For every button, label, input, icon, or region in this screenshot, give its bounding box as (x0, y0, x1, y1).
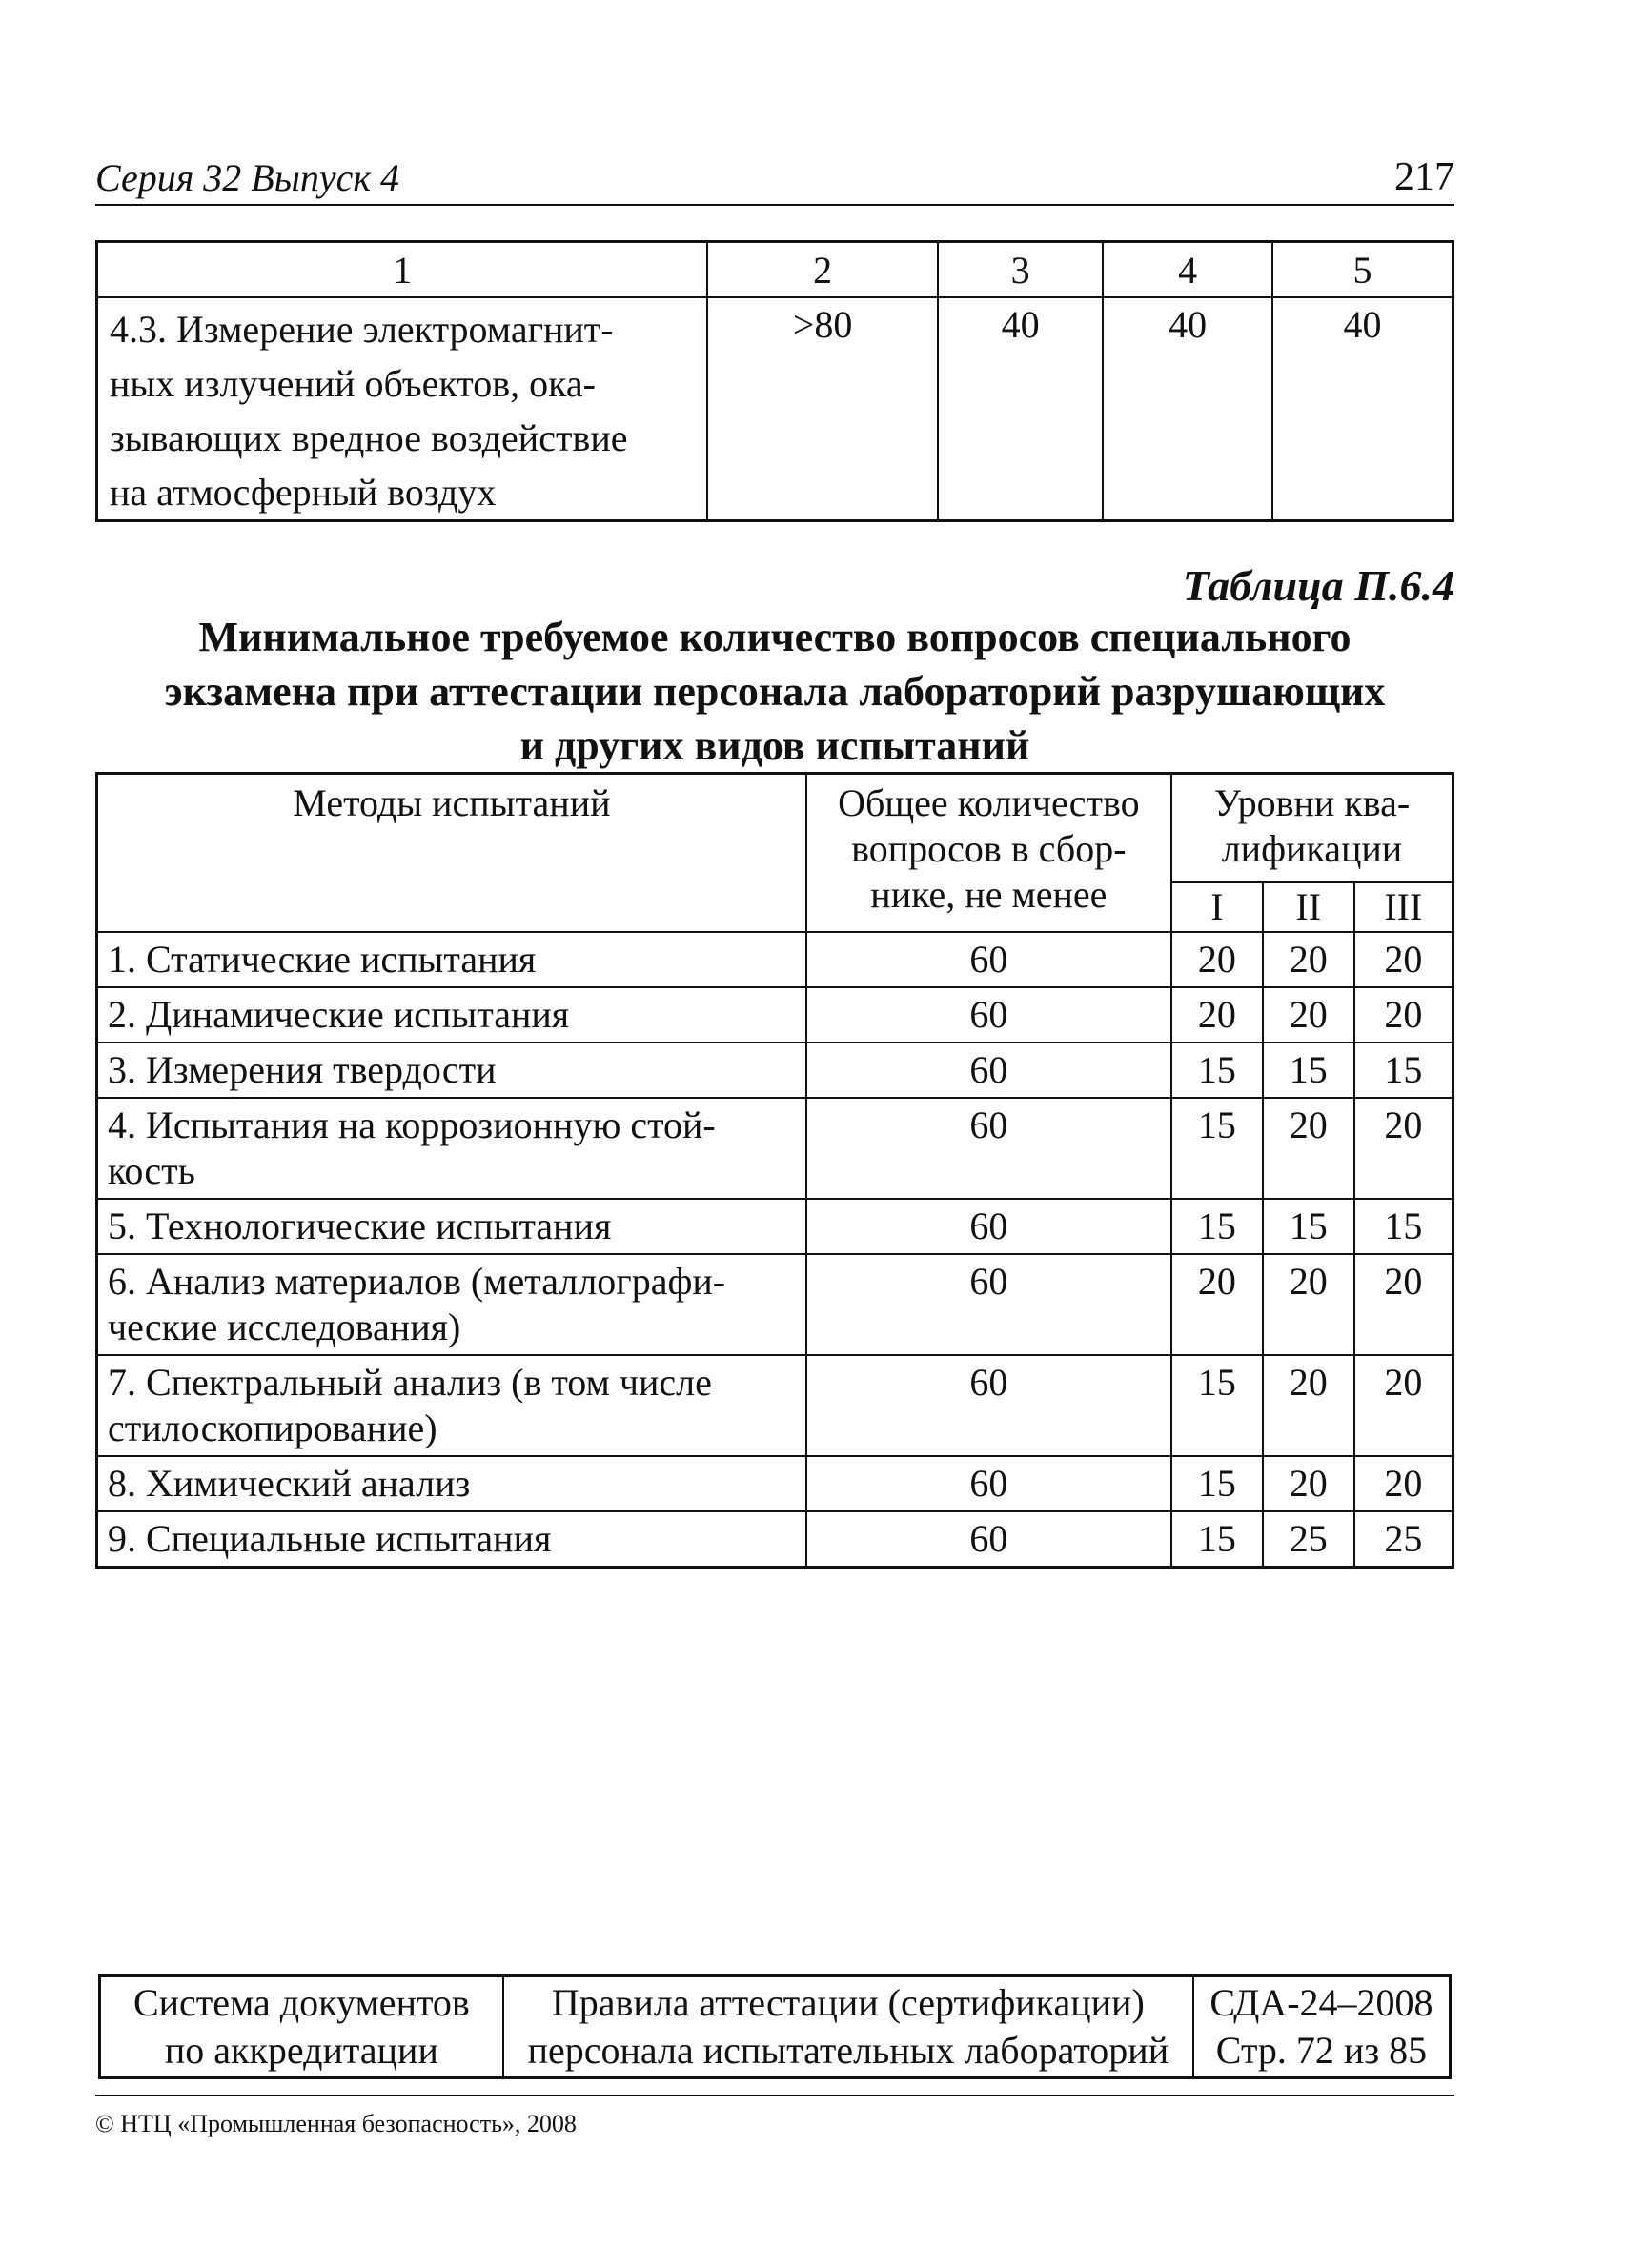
code-cell (1193, 1976, 1451, 2078)
level-cell: 20 (1354, 1456, 1453, 1511)
level-cell: 20 (1263, 1098, 1354, 1199)
method-line: стилоскопирование) (108, 1407, 437, 1449)
method-cell (97, 297, 708, 521)
level-name: I (1171, 882, 1263, 932)
total-cell: 60 (806, 987, 1171, 1043)
method-line: 7. Спектральный анализ (в том числе (108, 1361, 712, 1404)
level-cell: 20 (1354, 932, 1453, 987)
level-cell: 15 (1354, 1043, 1453, 1098)
table-row (97, 1355, 1453, 1456)
footer-line: Стр. 72 из 85 (1215, 2029, 1428, 2072)
method-cell (97, 1456, 806, 1511)
page-header (95, 151, 1454, 206)
continuation-table (95, 240, 1454, 522)
value-cell: 40 (1272, 297, 1453, 521)
level-cell: 15 (1171, 1511, 1263, 1568)
method-line: 3. Измерения твердости (108, 1048, 497, 1091)
method-line: 9. Специальные испытания (108, 1517, 552, 1560)
level-cell: 20 (1263, 1254, 1354, 1355)
method-line: ных излучений объектов, ока- (110, 362, 596, 405)
level-cell: 20 (1354, 1355, 1453, 1456)
total-cell: 60 (806, 1511, 1171, 1568)
method-cell (97, 1355, 806, 1456)
total-cell: 60 (806, 1199, 1171, 1254)
method-line: на атмосферный воздух (110, 471, 497, 514)
total-header (806, 774, 1171, 933)
total-cell: 60 (806, 1254, 1171, 1355)
table-title (95, 610, 1454, 773)
header-line: лификации (1221, 827, 1403, 870)
value-cell: 40 (1103, 297, 1272, 521)
table-row (97, 1456, 1453, 1511)
series-label: Серия 32 Выпуск 4 (95, 156, 400, 199)
method-line: 1. Статические испытания (108, 938, 537, 981)
method-line: 5. Технологические испытания (108, 1205, 612, 1247)
title-line: и других видов испытаний (519, 722, 1030, 769)
header-line: Уровни ква- (1213, 781, 1411, 824)
method-cell (97, 1254, 806, 1355)
level-cell: 20 (1171, 1254, 1263, 1355)
level-cell: 15 (1171, 1043, 1263, 1098)
column-number: 2 (707, 242, 937, 298)
footer-line: по аккредитации (164, 2029, 438, 2072)
method-cell (97, 1043, 806, 1098)
table-row (97, 1043, 1453, 1098)
level-cell: 20 (1354, 1098, 1453, 1199)
level-name: II (1263, 882, 1354, 932)
total-cell: 60 (806, 1456, 1171, 1511)
title-line: экзамена при аттестации персонала лабораторий разрушающих (164, 668, 1386, 715)
value-cell: 40 (938, 297, 1104, 521)
level-cell: 20 (1171, 932, 1263, 987)
total-cell: 60 (806, 1098, 1171, 1199)
level-cell: 20 (1263, 987, 1354, 1043)
total-cell: 60 (806, 1355, 1171, 1456)
method-line: 2. Динамические испытания (108, 993, 570, 1036)
column-number: 5 (1272, 242, 1453, 298)
level-cell: 20 (1354, 1254, 1453, 1355)
column-number: 3 (938, 242, 1104, 298)
level-cell: 20 (1263, 932, 1354, 987)
footer-line: персонала испытательных лабораторий (527, 2029, 1169, 2072)
footer-line: СДА-24–2008 (1209, 1981, 1433, 2024)
page-number: 217 (1394, 155, 1454, 199)
level-cell: 15 (1171, 1456, 1263, 1511)
footer-row (100, 1976, 1451, 2078)
table-row (97, 1254, 1453, 1355)
level-cell: 20 (1171, 987, 1263, 1043)
method-line: 4.3. Измерение электромагнит- (110, 308, 614, 351)
title-line: Минимальное требуемое количество вопросов специального (198, 614, 1352, 660)
table-row (97, 987, 1453, 1043)
level-name: III (1354, 882, 1453, 932)
header-line: нике, не менее (870, 873, 1108, 916)
methods-header: Методы испытаний (97, 774, 806, 933)
method-line: ческие исследования) (108, 1306, 461, 1348)
table-body (97, 932, 1453, 1568)
table-row (97, 1511, 1453, 1568)
header-row (97, 774, 1453, 883)
levels-header (1171, 774, 1453, 883)
method-line: кость (108, 1149, 195, 1192)
level-cell: 15 (1171, 1355, 1263, 1456)
method-cell (97, 1511, 806, 1568)
table-row (97, 932, 1453, 987)
method-cell (97, 987, 806, 1043)
column-number: 4 (1103, 242, 1272, 298)
level-cell: 20 (1263, 1355, 1354, 1456)
method-line: 4. Испытания на коррозионную стой- (108, 1104, 716, 1146)
footer-line: Система документов (132, 1981, 470, 2024)
level-cell: 15 (1171, 1199, 1263, 1254)
level-cell: 25 (1263, 1511, 1354, 1568)
level-cell: 15 (1263, 1043, 1354, 1098)
method-cell (97, 1199, 806, 1254)
table-row (97, 1199, 1453, 1254)
table-caption: Таблица П.6.4 (1182, 561, 1454, 610)
copyright: © НТЦ «Промышленная безопасность», 2008 (95, 2110, 577, 2137)
questions-table (95, 772, 1454, 1569)
value-cell: >80 (707, 297, 937, 521)
level-cell: 15 (1171, 1098, 1263, 1199)
method-line: 8. Химический анализ (108, 1462, 471, 1505)
system-cell (100, 1976, 503, 2078)
header-line: вопросов в сбор- (851, 827, 1127, 870)
table-row (97, 297, 1453, 521)
method-line: 6. Анализ материалов (металлографи- (108, 1260, 726, 1303)
level-cell: 20 (1354, 987, 1453, 1043)
total-cell: 60 (806, 1043, 1171, 1098)
total-cell: 60 (806, 932, 1171, 987)
table-row (97, 1098, 1453, 1199)
method-cell (97, 932, 806, 987)
method-line: зывающих вредное воздействие (110, 416, 628, 459)
footer-line: Правила аттестации (сертификации) (551, 1981, 1145, 2024)
header-line: Общее количество (838, 781, 1140, 824)
column-number: 1 (97, 242, 708, 298)
level-cell: 20 (1263, 1456, 1354, 1511)
rules-cell (503, 1976, 1193, 2078)
column-number-row (97, 242, 1453, 298)
level-cell: 25 (1354, 1511, 1453, 1568)
level-cell: 15 (1263, 1199, 1354, 1254)
document-footer-table (98, 1974, 1452, 2079)
level-cell: 15 (1354, 1199, 1453, 1254)
footer-divider (95, 2095, 1454, 2096)
method-cell (97, 1098, 806, 1199)
